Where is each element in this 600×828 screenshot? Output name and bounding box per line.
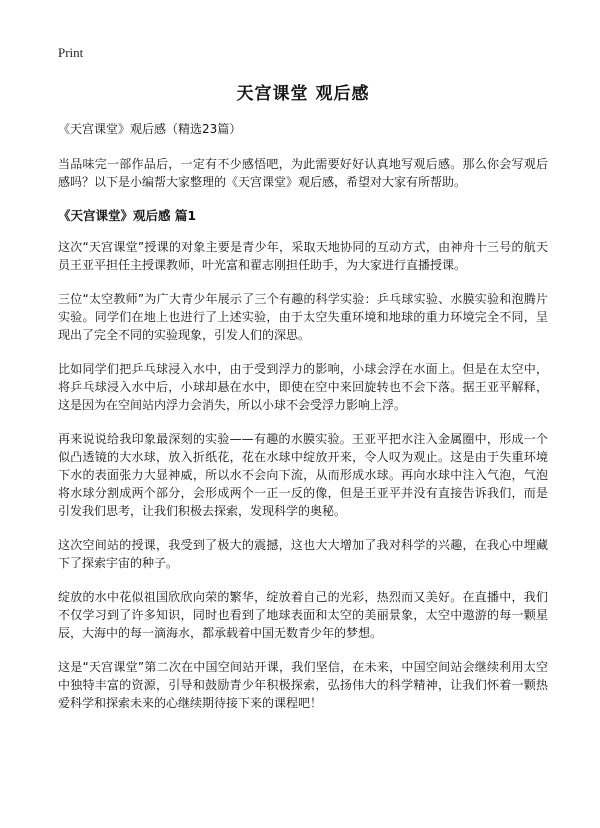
body-paragraph-3: 比如同学们把乒乓球浸入水中，由于受到浮力的影响，小球会浮在水面上。但是在太空中，将乒乓球浸入水中后，小球却悬在水中，即使在空中来回旋转也不会下落。据王亚平解释，这是因为在空间站内浮力会消失，所以小球不会受浮力影响上浮。 [58,362,548,412]
body-paragraph-6: 绽放的水中花似祖国欣欣向荣的繁华，绽放着自己的光彩，热烈而又美好。在直播中，我们不仅学习到了许多知识，同时也看到了地球表面和太空的美丽景象，太空中遨游的每一颗星辰，大海中的每一滴海水，都承载着中国无数青少年的梦想。 [58,590,548,640]
page-title: 天宫课堂 观后感 [236,84,370,104]
body-paragraph-4: 再来说说给我印象最深刻的实验——有趣的水膜实验。王亚平把水注入金属圈中，形成一个似凸透镜的大水球，放入折纸花，花在水球中绽放开来，令人叹为观止。这是由于失重环境下水的表面张力大显神威，所以水不会向下流，从而形成水球。再向水球中注入气泡，气泡将水球分割成两个部分，会形成两个一正一反的像，但是王亚平并没有直接告诉我们，而是引发我们思考，让我们积极去探索，发现科学的奥秘。 [58,432,548,518]
page-subtitle: 《天宫课堂》观后感（精选23篇） [58,122,242,136]
body-paragraph-2: 三位“太空教师”为广大青少年展示了三个有趣的科学实验：乒乓球实验、水膜实验和泡腾片实验。同学们在地上也进行了上述实验，由于太空失重环境和地球的重力环境完全不同，呈现出了完全不同的实验现象，引发人们的深思。 [58,292,548,342]
body-paragraph-1: 这次“天宫课堂”授课的对象主要是青少年，采取天地协同的互动方式，由神舟十三号的航天员王亚平担任主授课教师，叶光富和翟志刚担任助手，为大家进行直播授课。 [58,240,548,272]
body-paragraph-5: 这次空间站的授课，我受到了极大的震撼，这也大大增加了我对科学的兴趣，在我心中埋藏下了探索宇宙的种子。 [58,538,548,570]
section-heading: 《天宫课堂》观后感 篇1 [58,208,197,223]
intro-paragraph: 当品味完一部作品后，一定有不少感悟吧，为此需要好好认真地写观后感。那么你会写观后感吗？以下是小编帮大家整理的《天宫课堂》观后感，希望对大家有所帮助。 [58,157,548,189]
body-paragraph-7: 这是“天宫课堂”第二次在中国空间站开课，我们坚信，在未来，中国空间站会继续利用太空中独特丰富的资源，引导和鼓励青少年积极探索，弘扬伟大的科学精神，让我们怀着一颗热爱科学和探索未来的心继续期待接下来的课程吧！ [58,660,548,710]
print-link[interactable]: Print [58,45,84,60]
